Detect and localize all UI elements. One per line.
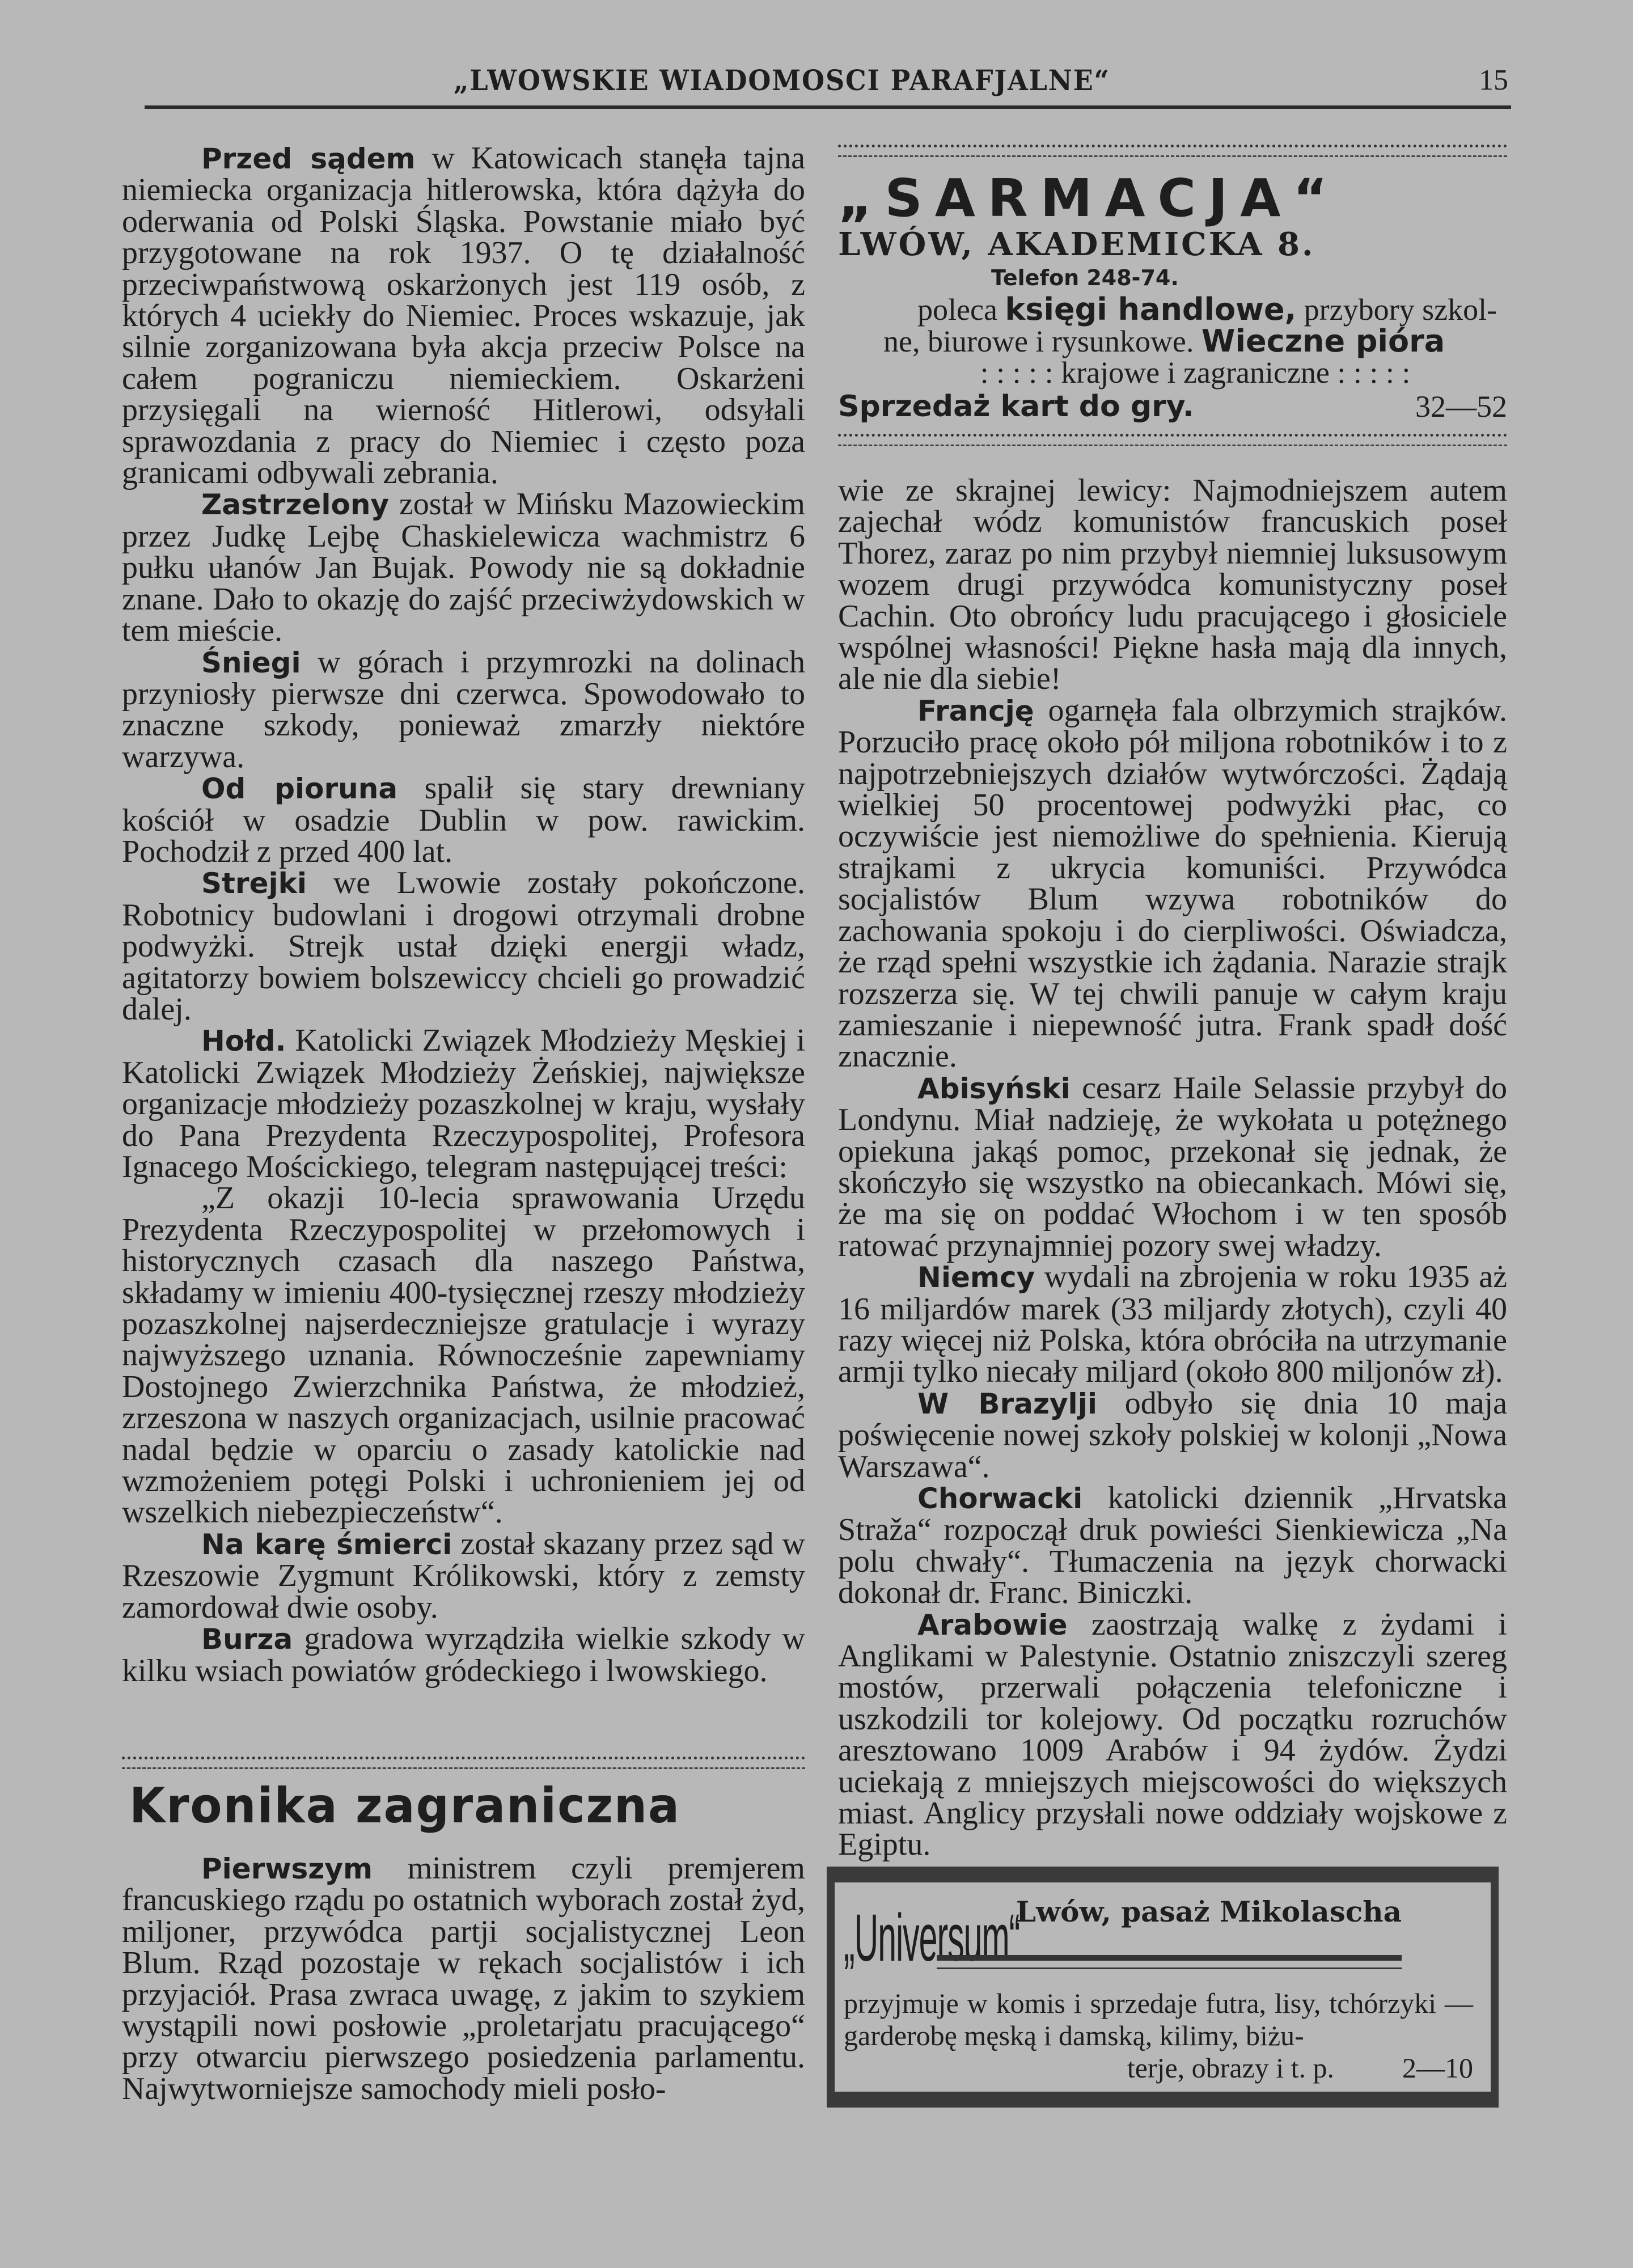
- advertisement-sarmacja: [838, 170, 1507, 425]
- paragraph-text: został skazany przez sąd w Rzeszowie Zygmunt Królikowski, który z zemsty zamordował dwie osoby.: [122, 1526, 805, 1625]
- paragraph-lead: Niemcy: [917, 1261, 1035, 1294]
- news-paragraph: [838, 1385, 1507, 1484]
- news-paragraph: [838, 1480, 1507, 1611]
- paragraph-text: cesarz Haile Selassie przybył do Londynu. Miał nadzieję, że wykołata u potężnego opiekuna jakąś pomoc, przekonał się jednak, że skończyło się wszystko na obiecankach. Mówi się, że ma się on poddać Włochom i w ten sposób ratować przynajmniej pozory swej władzy.: [838, 1070, 1507, 1263]
- news-paragraph: [122, 1853, 805, 2105]
- ad-line: [838, 291, 1507, 327]
- paragraph-text: odbyło się dnia 10 maja poświęcenie nowej szkoły polskiej w kolonji „Nowa Warszawa“.: [838, 1385, 1507, 1484]
- advertisement-universum: [827, 1867, 1499, 2108]
- paragraph-lead: Na karę śmierci: [201, 1527, 452, 1561]
- news-paragraph: [122, 486, 805, 649]
- paragraph-lead: Francję: [917, 694, 1034, 727]
- paragraph-lead: Zastrzelony: [201, 488, 390, 522]
- ornamental-divider: [122, 1757, 805, 1769]
- paragraph-lead: Arabowie: [917, 1608, 1068, 1641]
- ad-text-bold: Sprzedaż kart do gry.: [838, 390, 1194, 424]
- publication-title: „LWOWSKIE WIADOMOSCI PARAFJALNE“: [454, 64, 1110, 97]
- ad-line: [838, 325, 1507, 357]
- news-paragraph: [838, 1606, 1507, 1863]
- news-paragraph: [838, 692, 1507, 1074]
- header-rule: [145, 105, 1511, 109]
- news-paragraph: [122, 1180, 805, 1530]
- running-header: [0, 64, 1633, 109]
- ad-logo: „Universum“: [844, 1901, 1020, 1975]
- ad-rule: [937, 1955, 1402, 1969]
- paragraph-text: katolicki dziennik „Hrvatska Straža“ rozpoczął druk powieści Sienkiewicza „Na polu chwały“. Tłumaczenia na język chorwacki dokonał dr. Franc. Biniczki.: [838, 1480, 1507, 1611]
- news-paragraph: [838, 1070, 1507, 1263]
- news-paragraph: [122, 143, 805, 489]
- ad-text: ne, biurowe i rysunkowe.: [883, 324, 1202, 358]
- paragraph-lead: Abisyński: [917, 1072, 1071, 1105]
- paragraph-text: wydali na zbrojenia w roku 1935 aż 16 miljardów marek (33 miljardy złotych), czyli 40 razy więcej niż Polska, która obróciła na utrzymanie armji tylko niecały miljard (około 800 miljonów zł).: [838, 1259, 1507, 1390]
- paragraph-text: wie ze skrajnej lewicy: Najmodniejszem autem zajechał wódz komunistów francuskich poseł Thorez, zaraz po nim przybył niemniej luksusowym wozem drugi przywódca komunistyczny poseł Cachin. Oto obrońcy ludu pracującego i głosiciele wspólnej własności! Piękne hasła mają dla innych, ale nie dla siebie!: [838, 473, 1507, 697]
- paragraph-lead: Strejki: [201, 867, 307, 900]
- news-paragraph: [122, 773, 805, 868]
- page-number: 15: [1479, 64, 1508, 96]
- news-paragraph: [122, 644, 805, 775]
- paragraph-text: w górach i przymrozki na dolinach przyniosły pierwsze dni czerwca. Spowodowało to znaczne szkody, ponieważ zmarzły niektóre warzywa.: [122, 644, 805, 775]
- paragraph-text: spalił się stary drewniany kościół w osadzie Dublin w pow. rawickim. Pochodził z przed 400 lat.: [122, 771, 805, 869]
- paragraph-lead: Chorwacki: [917, 1482, 1083, 1515]
- paragraph-text: Katolicki Związek Młodzieży Męskiej i Katolicki Związek Młodzieży Żeńskiej, największe organizacje młodzieży pozaszkolnej w kraju, wysłały do Pana Prezydenta Rzeczypospolitej, Profesora Ignacego Mościckiego, telegram następującej treści:: [122, 1023, 805, 1184]
- paragraph-text: zaostrzają walkę z żydami i Anglikami w Palestynie. Ostatnio zniszczyli szereg mostów, przerwali połączenia telefoniczne i uszkodzili tor kolejowy. Od początku rozruchów aresztowano 1009 Arabów i 94 żydów. Żydzi uciekają z mniejszych miejscowości do większych miast. Anglicy przysłali nowe oddziały wojskowe z Egiptu.: [838, 1606, 1507, 1863]
- kronika-column: [122, 1853, 805, 2105]
- news-paragraph: [122, 1526, 805, 1625]
- paragraph-lead: Przed sądem: [201, 142, 416, 175]
- ad-body: [844, 1987, 1473, 2084]
- paragraph-lead: Hołd.: [201, 1025, 286, 1058]
- ad-text: przyjmuje w komis i sprzedaje futra, lisy, tchórzyki — garderobę męską i damską, kilimy, biżu-: [844, 1987, 1473, 2051]
- ad-text: poleca: [917, 293, 1005, 327]
- ad-text-bold: księgi handlowe,: [1005, 291, 1297, 327]
- news-paragraph: [838, 1259, 1507, 1390]
- paragraph-lead: W Brazylji: [917, 1387, 1097, 1420]
- ad-address: LWÓW, AKADEMICKA 8.: [838, 226, 1315, 263]
- ornamental-divider: [838, 434, 1507, 446]
- ad-line: [844, 2052, 1473, 2084]
- ad-code: 32—52: [1415, 390, 1507, 424]
- paragraph-text: gradowa wyrządziła wielkie szkody w kilku wsiach powiatów gródeckiego i lwowskiego.: [122, 1621, 805, 1689]
- ad-text-bold: Wieczne pióra: [1201, 323, 1445, 359]
- section-heading-kronika: Kronika zagraniczna: [129, 1778, 680, 1834]
- paragraph-text: „Z okazji 10-lecia sprawowania Urzędu Prezydenta Rzeczypospolitej w przełomowych i historycznych czasach dla naszego Państwa, składamy w imieniu 400-tysięcznej rzeszy młodzieży pozaszkolnej najserdeczniejsze gratulacje i wyrazy najwyższego uznania. Równocześnie zapewniamy Dostojnego Zwierzchnika Państwa, że młodzież, zrzeszona w naszych organizacjach, usilnie pracować nadal będzie w oparciu o zasady katolickie nad wzmożeniem potęgi Polski i uchronieniem jej od wszelkich niebezpieczeństw“.: [122, 1180, 805, 1530]
- ad-line: : : : : : krajowe i zagraniczne : : : : :: [980, 356, 1411, 390]
- news-paragraph: [838, 475, 1507, 695]
- paragraph-text: ogarnęła fala olbrzymich strajków. Porzuciło pracę około pół miljona robotników i to z najpotrzebniejszych działów wytwórczości. Żądają wielkiej 50 procentowej podwyżki płac, co oczywiście jest niemożliwe do spełnienia. Kierują strajkami z ukrycia komuniści. Przywódca socjalistów Blum wzywa robotników do zachowania spokoju i do cierpliwości. Oświadcza, że rząd spełni wszystkie ich żądania. Narazie strajk rozszerza się. W tej chwili panuje w całym kraju zamieszanie i niepewność jutra. Frank spadł dość znacznie.: [838, 692, 1507, 1074]
- ad-phone: Telefon 248-74.: [991, 265, 1179, 290]
- ad-brand-name: „SARMACJA“: [838, 168, 1340, 229]
- paragraph-lead: Burza: [201, 1623, 293, 1656]
- ad-code: 2—10: [1402, 2052, 1473, 2084]
- left-column-news: [122, 143, 805, 1687]
- ornamental-divider: [838, 145, 1507, 157]
- ad-text: terje, obrazy i t. p.: [1127, 2052, 1334, 2084]
- ad-text: przybory szkol-: [1296, 293, 1497, 327]
- paragraph-text: został w Mińsku Mazowieckim przez Judkę Lejbę Chaskielewicza wachmistrz 6 pułku ułanów Jan Bujak. Powody nie są dokładnie znane. Dało to okazję do zajść przeciwżydowskich w tem mieście.: [122, 486, 805, 649]
- paragraph-text: ministrem czyli premjerem francuskiego rządu po ostatnich wyborach został żyd, miljoner, przywódca partji socjalistycznej Leon Blum. Rząd pozostaje w rękach socjalistów i ich przyjaciół. Prasa zwraca uwagę, z jakim to szykiem wystąpili nowi posłowie „proletarjatu pracującego“ przy otwarciu pierwszego posiedzenia parlamentu. Najwytworniejsze samochody mieli posło-: [122, 1851, 805, 2106]
- news-paragraph: [122, 1623, 805, 1687]
- ad-line: [838, 388, 1507, 425]
- paragraph-text: w Katowicach stanęła tajna niemiecka organizacja hitlerowska, która dążyła do oderwania od Polski Śląska. Powstanie miało być przygotowane na rok 1937. O tę działalność przeciwpaństwową oskarżonych jest 119 osób, z których 4 uciekły do Niemiec. Proces wskazuje, jak silnie zorganizowana była akcja przeciw Polsce na całem pograniczu niemieckiem. Oskarżeni przysięgali na wierność Hitlerowi, odsyłali sprawozdania z pracy do Niemiec i często poza granicami odbywali zebrania.: [122, 141, 805, 491]
- right-column-news: [838, 475, 1507, 1861]
- news-paragraph: [122, 1025, 805, 1183]
- paragraph-lead: Od pioruna: [201, 772, 398, 806]
- paragraph-lead: Śniegi: [201, 646, 301, 679]
- news-paragraph: [122, 865, 805, 1027]
- paragraph-text: we Lwowie zostały pokończone. Robotnicy budowlani i drogowi otrzymali drobne podwyżki. Strejk ustał dzięki energji władz, agitatorzy bowiem bolszewiccy chcieli go prowadzić dalej.: [122, 865, 805, 1027]
- paragraph-lead: Pierwszym: [201, 1852, 373, 1885]
- ad-address: Lwów, pasaż Mikolascha: [1016, 1895, 1402, 1928]
